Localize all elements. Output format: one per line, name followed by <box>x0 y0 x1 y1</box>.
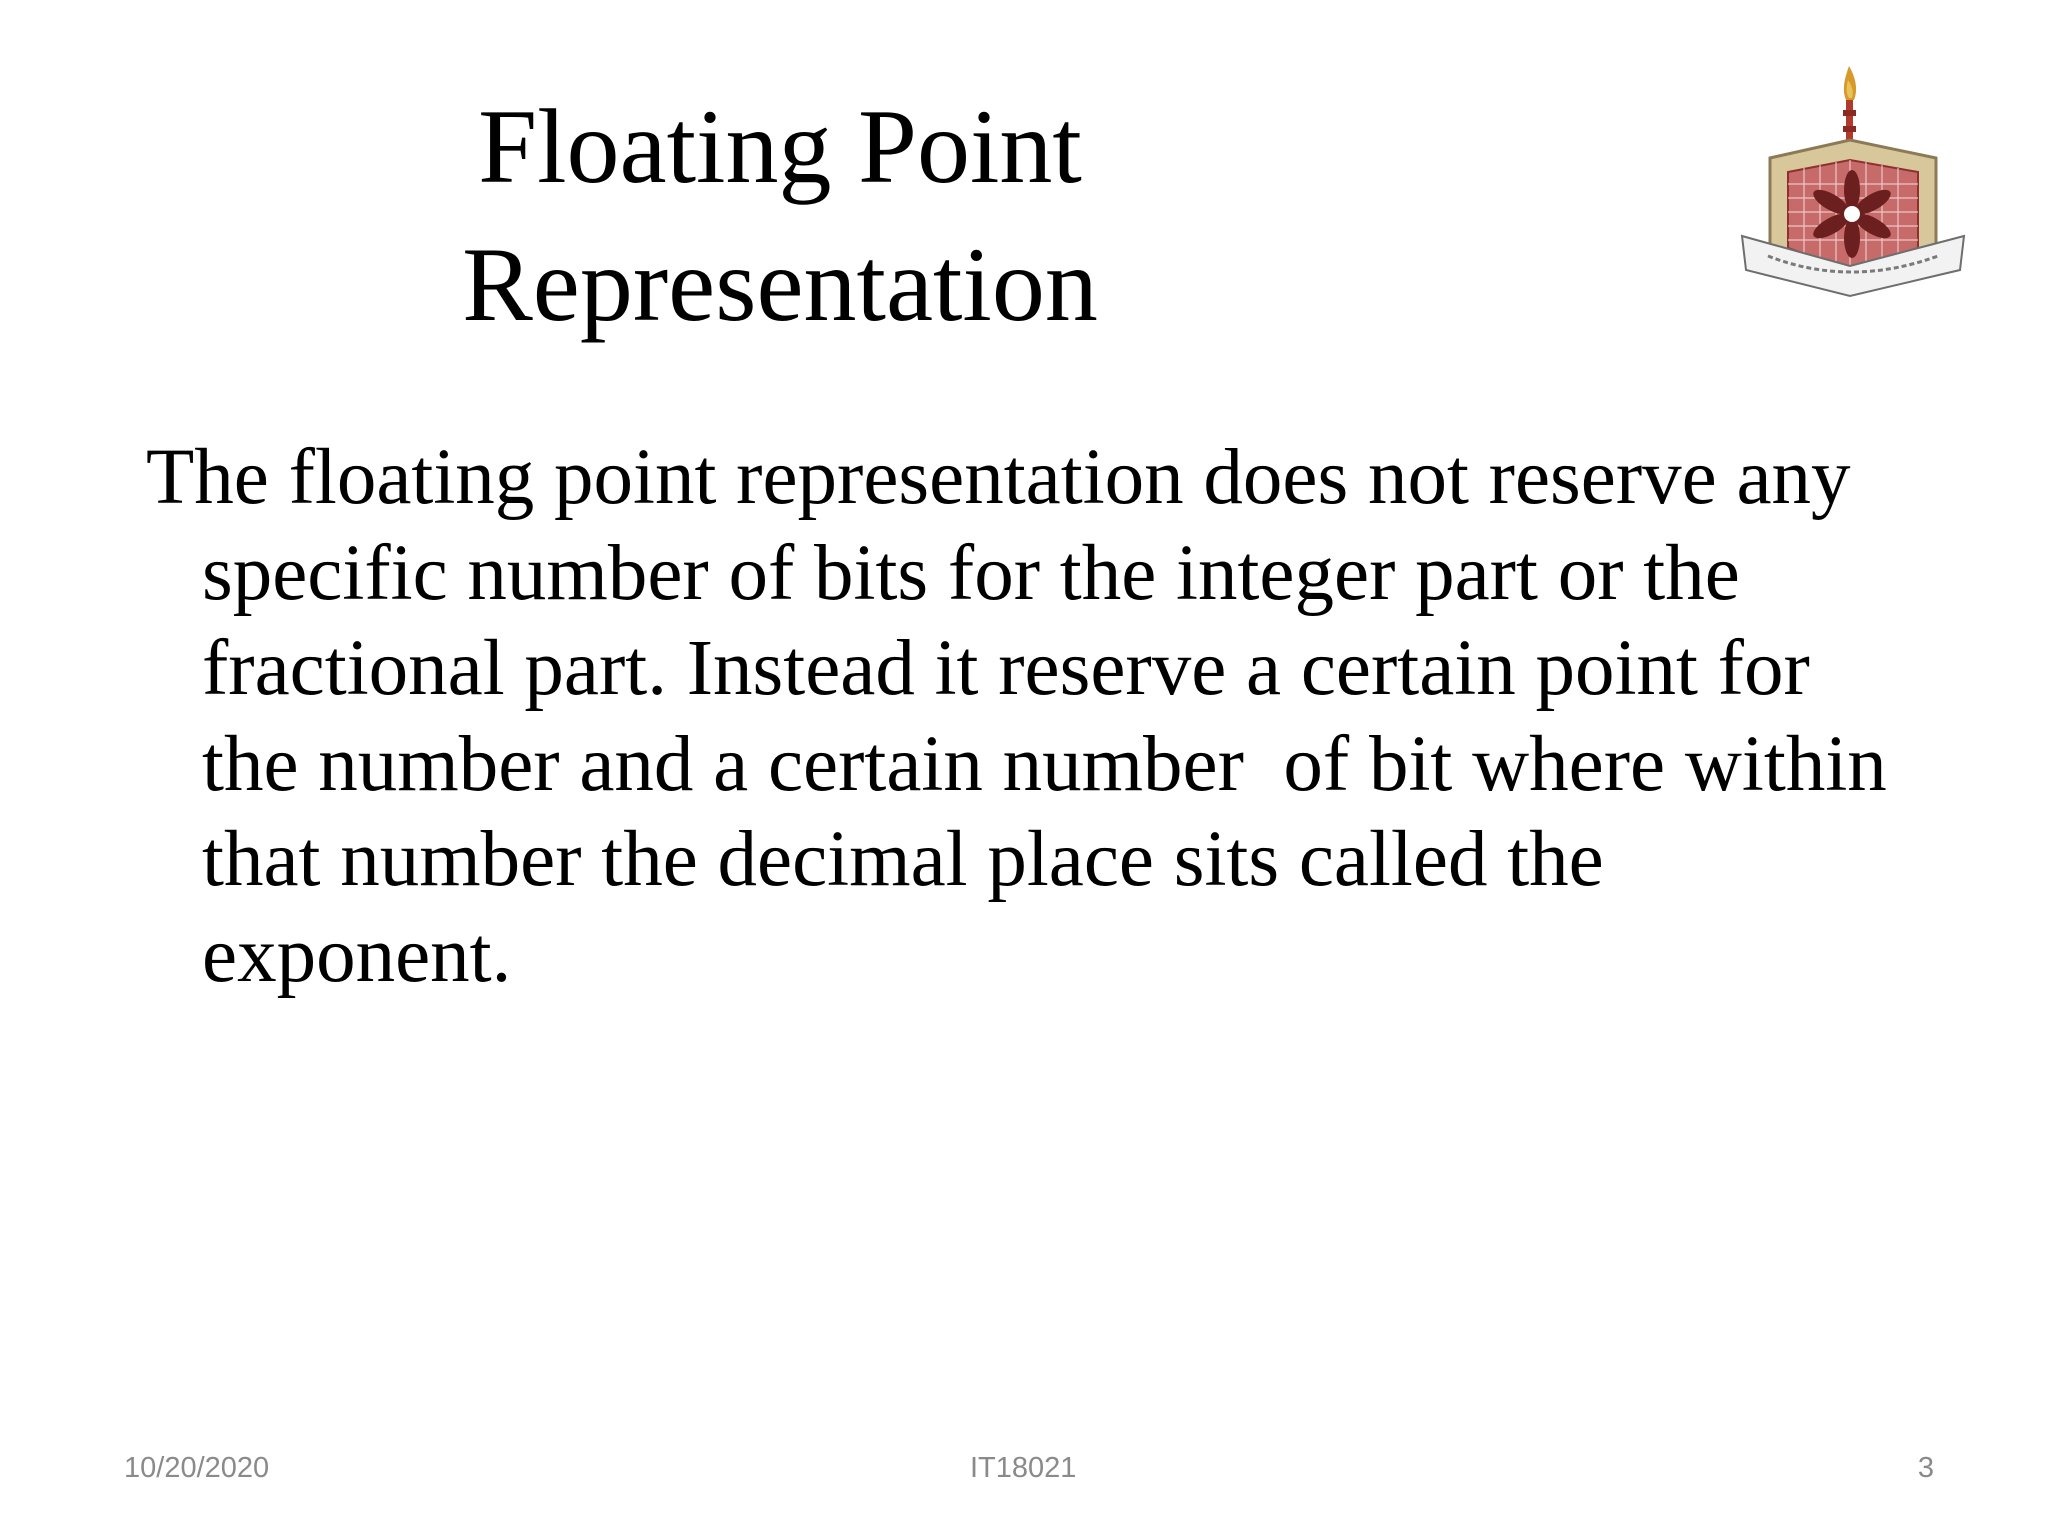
slide-title-line-2: Representation <box>462 226 1098 343</box>
footer-date: 10/20/2020 <box>124 1452 270 1484</box>
slide-title <box>380 78 1180 354</box>
slide-title-line-1: Floating Point <box>478 88 1082 205</box>
slide-body-text: The floating point representation does not reserve any specific number of bits for the integer part or the fractional part. Instead it reserve a certain point for the number and a certain number of bit where within that number the decimal place sits called the exponent. <box>146 434 1887 999</box>
footer-page-number: 3 <box>1917 1452 1934 1484</box>
footer-course-code: IT18021 <box>970 1452 1077 1484</box>
university-emblem-icon <box>1738 60 1968 300</box>
